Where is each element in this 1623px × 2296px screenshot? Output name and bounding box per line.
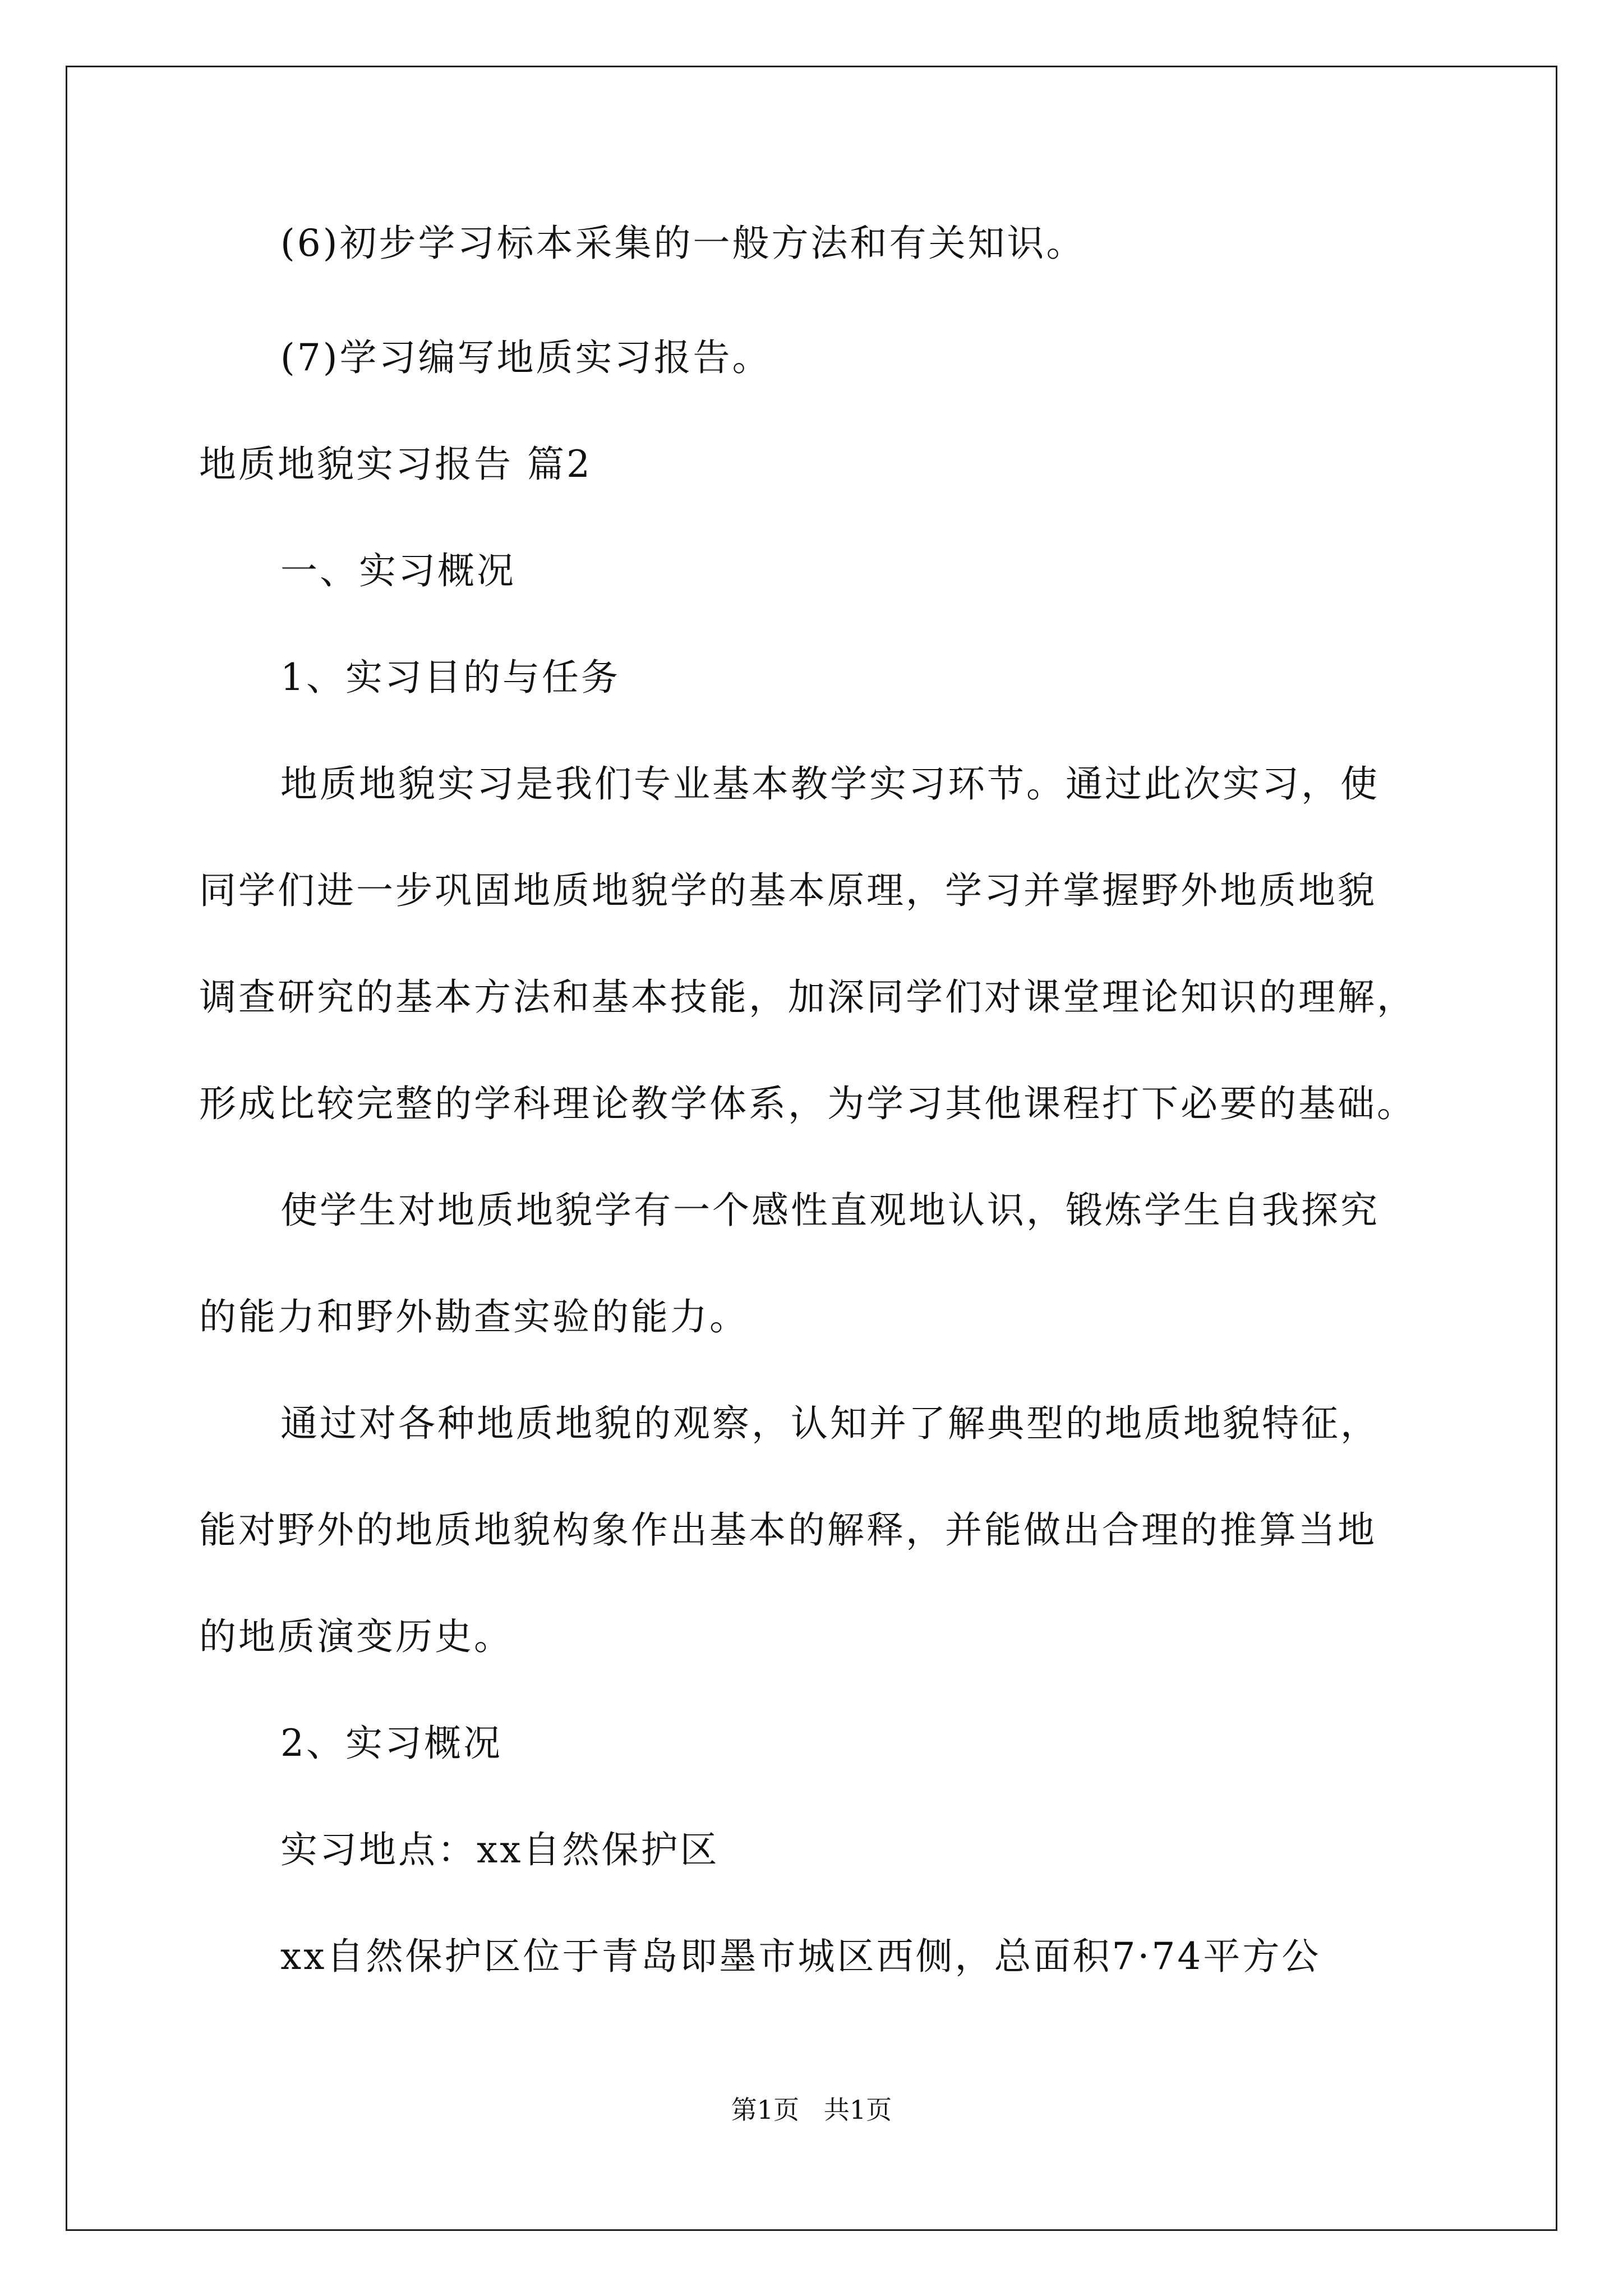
text-line: xx自然保护区位于青岛即墨市城区西侧，总面积7·74平方公 [280,1935,1321,1978]
text-line: 实习地点：xx自然保护区 [280,1828,720,1871]
text-line: (6)初步学习标本采集的一般方法和有关知识。 [280,222,1086,265]
text-line: 能对野外的地质地貌构象作出基本的解释，并能做出合理的推算当地 [199,1508,1377,1552]
page-border [66,66,1557,2231]
text-line: 同学们进一步巩固地质地貌学的基本原理，学习并掌握野外地质地貌 [199,869,1377,912]
text-line: (7)学习编写地质实习报告。 [280,336,772,379]
section-heading: 地质地貌实习报告 篇2 [199,443,592,486]
text-line: 调查研究的基本方法和基本技能，加深同学们对课堂理论知识的理解， [199,976,1416,1019]
text-line: 形成比较完整的学科理论教学体系，为学习其他课程打下必要的基础。 [199,1082,1416,1125]
text-line: 地质地貌实习是我们专业基本教学实习环节。通过此次实习，使 [280,762,1380,806]
text-line: 的能力和野外勘查实验的能力。 [199,1295,749,1338]
text-line: 1、实习目的与任务 [280,656,620,699]
text-line: 的地质演变历史。 [199,1615,513,1658]
page-footer: 第1页 共1页 [731,2095,892,2125]
text-line: 2、实习概况 [280,1722,502,1765]
text-line: 通过对各种地质地貌的观察，认知并了解典型的地质地貌特征， [280,1402,1380,1445]
text-line: 使学生对地质地貌学有一个感性直观地认识，锻炼学生自我探究 [280,1189,1380,1232]
text-line: 一、实习概况 [280,549,516,592]
